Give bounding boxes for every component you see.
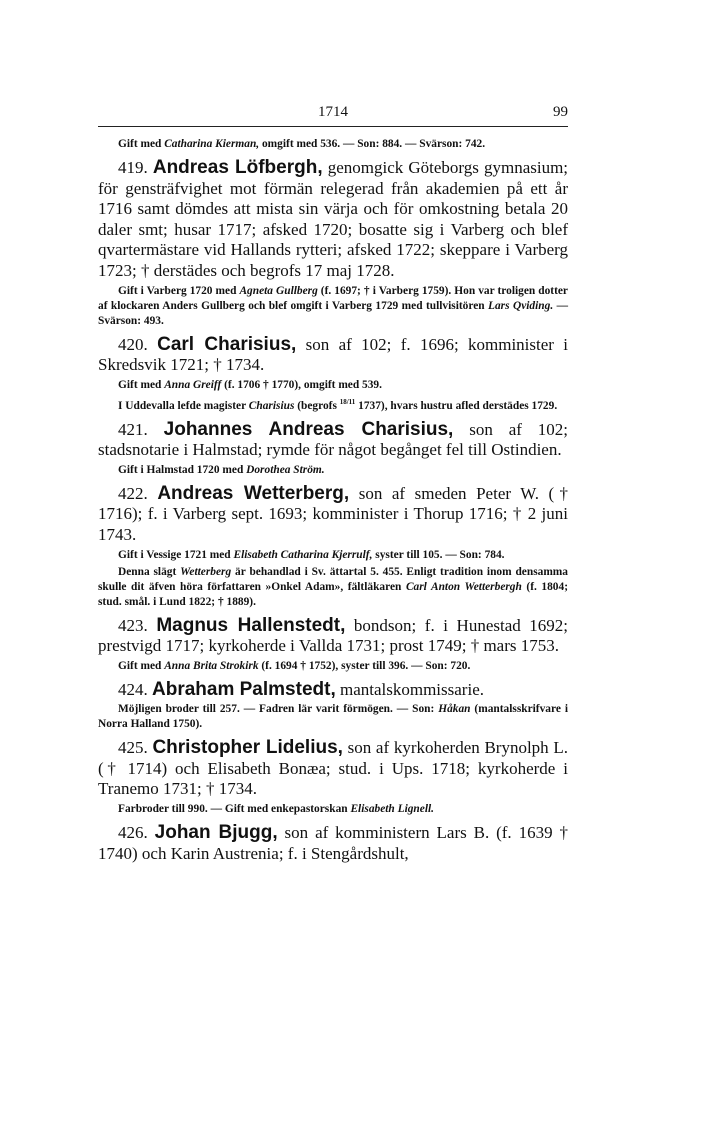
note-text: Möjligen broder till 257. — Fadren lär varit förmögen. — Son: <box>118 703 439 716</box>
note-superscript: 18/11 <box>339 397 356 406</box>
entry-name: Andreas Löfbergh, <box>152 157 323 178</box>
note-italic-text: Lars Qviding. <box>488 299 554 312</box>
note-italic-text: Elisabeth Catharina Kjerrulf, <box>233 548 373 561</box>
note-paragraph <box>98 463 568 478</box>
note-paragraph <box>98 548 568 563</box>
entry-paragraph <box>98 484 568 546</box>
entry-text: son af 102; stadsnotarie i Halmstad; rymde för något begånget fel till Ostindien. <box>98 419 569 460</box>
book-page <box>98 100 568 866</box>
entry-text: son af 102; f. 1696; komminister i Skredsvik 1721; † 1734. <box>98 334 569 375</box>
note-italic-text: Anna Brita Strokirk <box>164 659 259 672</box>
note-text: (mantalsskrifvare i Norra Halland 1750). <box>98 703 568 731</box>
entry-name: Abraham Palmstedt, <box>152 678 336 700</box>
note-text: omgift med 536. — Son: 884. — Svärson: 742. <box>259 138 486 150</box>
entry-number: 422. <box>118 483 158 503</box>
entry-name: Andreas Wetterberg, <box>157 482 350 504</box>
note-text: är behandlad i Sv. ättartal 5. 455. Enligt tradition inom densamma skulle dit äfven höra författaren »Onkel Adam», fältläkaren <box>98 565 568 593</box>
note-text: (f. 1694 † 1752), syster till 396. — Son: 720. <box>258 659 471 672</box>
note-text: Gift med <box>118 378 165 391</box>
note-text: (f. 1706 † 1770), omgift med 539. <box>221 378 382 391</box>
entry-number: 421. <box>118 419 164 439</box>
note-paragraph <box>98 702 568 732</box>
note-text: (f. 1697; † i Varberg 1759). Hon var troligen dotter af klockaren Anders Gullberg och blef omgift i Varberg 1729 med tullvisitören <box>98 284 568 312</box>
note-paragraph <box>98 378 568 393</box>
entry-paragraph <box>98 420 568 461</box>
entry-text: son af komministern Lars B. (f. 1639 † 1740) och Karin Austrenia; f. i Stengårdshult, <box>98 823 568 863</box>
entry-number: 420. <box>118 334 158 354</box>
entry-name: Johan Bjugg, <box>154 822 278 844</box>
entry-text: genomgick Göteborgs gymnasium; för gensträfvighet mot förmän relegerad från akademien på ett år 1716 samt dömdes att mista sin värja och för omkostning betala 20 daler smt; husar 1717; afsked 1720; bosatte sig i Varberg och blef qvartermästare vid Hallands rytteri; afsked 1722; skeppare i Varberg 1723; † derstädes och begrofs 17 maj 1728. <box>98 158 569 280</box>
note-paragraph <box>98 137 568 152</box>
note-text: syster till 105. — Son: 784. <box>372 548 505 561</box>
note-italic-text: Catharina Kierman, <box>164 138 260 150</box>
note-text: I Uddevalla lefde magister <box>118 399 249 412</box>
note-paragraph <box>98 284 568 329</box>
note-text: 1737), hvars hustru afled derstädes 1729. <box>355 399 558 412</box>
page-content <box>98 137 568 864</box>
note-text: Denna slägt <box>118 565 181 578</box>
entry-paragraph <box>98 335 568 376</box>
note-text: Gift i Varberg 1720 med <box>118 284 240 297</box>
entry-name: Carl Charisius, <box>157 333 297 355</box>
entry-number: 424. <box>118 679 152 699</box>
entry-paragraph <box>98 616 568 657</box>
page-header <box>98 100 568 122</box>
entry-paragraph <box>98 680 568 701</box>
note-text: Gift i Vessige 1721 med <box>118 548 234 561</box>
note-italic-text: Charisius <box>248 399 295 412</box>
entry-paragraph <box>98 738 568 800</box>
note-text: Farbroder till 990. — Gift med enkepastorskan <box>118 803 351 816</box>
entry-number: 426. <box>118 823 155 843</box>
entry-text: mantalskommissarie. <box>335 679 484 699</box>
entry-text: son af kyrkoherden Brynolph L. († 1714) och Elisabeth Bonæa; stud. i Ups. 1718; kyrkoherde i Tranemo 1731; † 1734. <box>98 738 568 799</box>
note-italic-text: Wetterberg <box>180 565 232 578</box>
entry-number: 425. <box>118 738 153 758</box>
header-rule <box>98 126 568 127</box>
page-number: 99 <box>553 104 568 120</box>
note-paragraph <box>98 659 568 674</box>
entry-name: Johannes Andreas Charisius, <box>163 418 454 440</box>
note-italic-text: Dorothea Ström. <box>246 463 325 476</box>
note-text: (f. 1804; stud. smål. i Lund 1822; † 1889). <box>98 580 568 608</box>
entry-paragraph <box>98 823 568 864</box>
note-paragraph <box>98 565 568 610</box>
entry-text: bondson; f. i Hunestad 1692; prestvigd 1717; kyrkoherde i Vallda 1731; prost 1749; † mars 1753. <box>98 615 569 656</box>
note-italic-text: Agneta Gullberg <box>239 284 318 297</box>
header-year: 1714 <box>318 104 348 120</box>
note-paragraph <box>98 802 568 817</box>
entry-name: Magnus Hallenstedt, <box>156 614 346 636</box>
entry-text: son af smeden Peter W. († 1716); f. i Varberg sept. 1693; komminister i Thorup 1716; † 2 juni 1743. <box>98 483 569 544</box>
entry-paragraph <box>98 158 568 282</box>
entry-number: 423. <box>118 615 157 635</box>
note-text: Gift i Halmstad 1720 med <box>118 463 247 476</box>
note-text: Gift med <box>118 138 165 150</box>
note-italic-text: Håkan <box>438 703 471 716</box>
note-paragraph <box>98 395 568 414</box>
note-italic-text: Elisabeth Lignell. <box>350 803 434 816</box>
note-text: Gift med <box>118 659 165 672</box>
note-italic-text: Anna Greiff <box>164 378 222 391</box>
entry-number: 419. <box>118 158 153 177</box>
note-text: (begrofs <box>294 399 340 412</box>
note-italic-text: Carl Anton Wetterbergh <box>405 580 522 593</box>
entry-name: Christopher Lidelius, <box>152 737 343 759</box>
note-text: — Svärson: 493. <box>98 299 568 327</box>
